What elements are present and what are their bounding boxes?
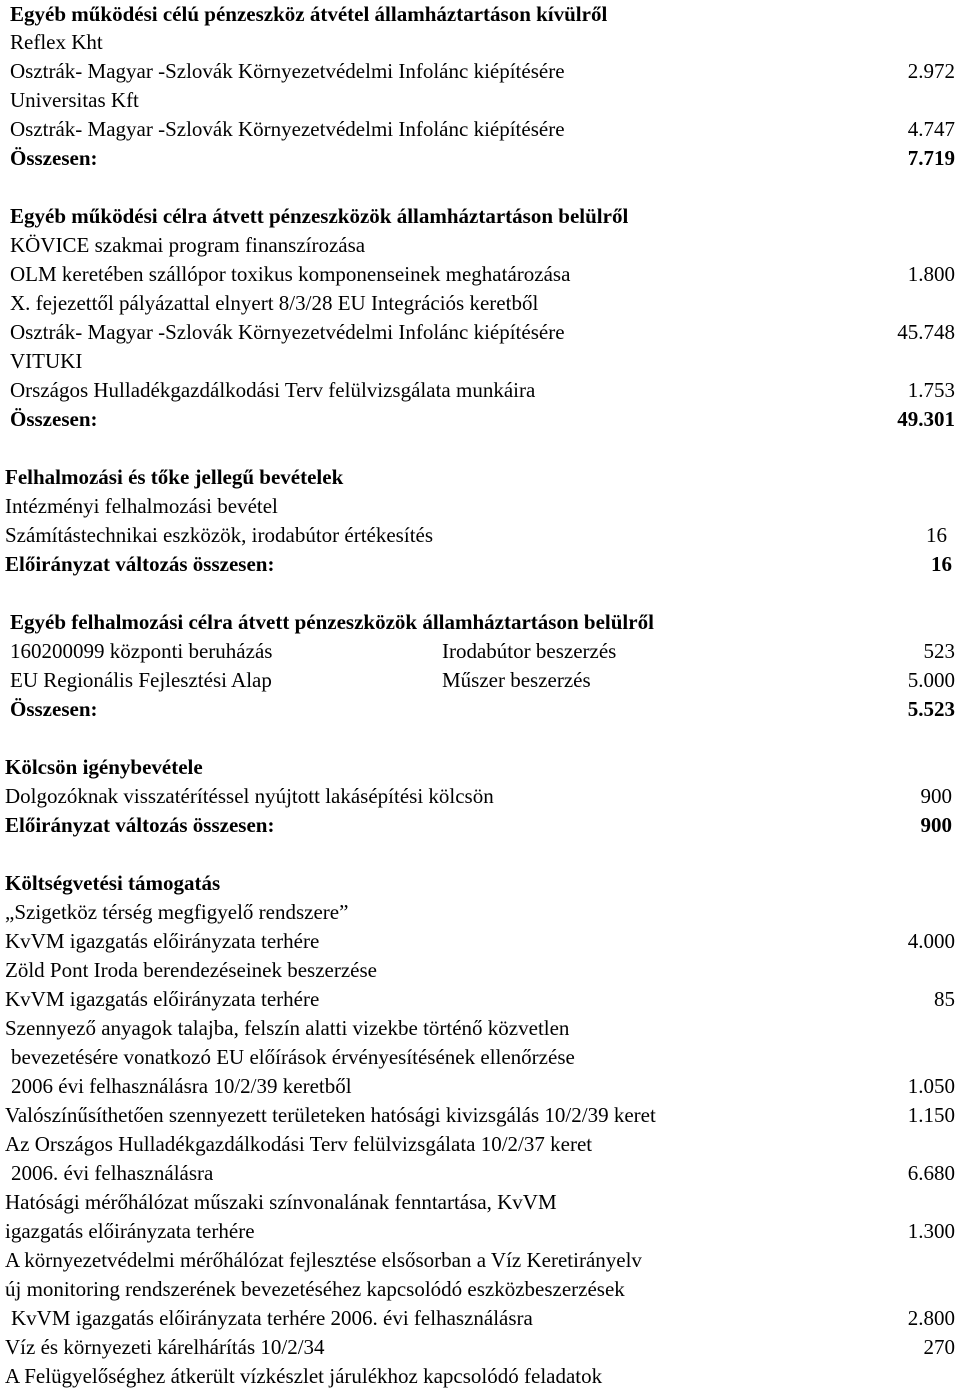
amount-value: 900 <box>920 784 952 808</box>
section-heading: Költségvetési támogatás <box>5 871 221 895</box>
amount-value: 45.748 <box>897 320 955 344</box>
amount-row: KvVM igazgatás előirányzata terhére 85 <box>0 985 960 1014</box>
text-line: VITUKI <box>10 349 83 373</box>
amount-row: Osztrák- Magyar -Szlovák Környezetvédelmi Infolánc kiépítésére 45.748 <box>0 318 960 347</box>
amount-row: Osztrák- Magyar -Szlovák Környezetvédelmi Infolánc kiépítésére 4.747 <box>0 115 960 144</box>
text-line: Hatósági mérőhálózat műszaki színvonalának fenntartása, KvVM <box>5 1190 557 1214</box>
total-row: Összesen: 49.301 <box>0 405 960 434</box>
amount-value: 1.753 <box>907 378 955 402</box>
item-purpose: Műszer beszerzés <box>442 668 591 692</box>
amount-row: igazgatás előirányzata terhére 1.300 <box>0 1217 960 1246</box>
total-value: 5.523 <box>907 697 955 721</box>
text-line: Universitas Kft <box>10 88 139 112</box>
text-line: KÖVICE szakmai program finanszírozása <box>10 233 366 257</box>
amount-row: Valószínűsíthetően szennyezett területeken hatósági kivizsgálás 10/2/39 keret 1.150 <box>0 1101 960 1130</box>
total-row: Előirányzat változás összesen: 16 <box>0 550 960 579</box>
amount-value: 523 <box>923 639 955 663</box>
amount-value: 5.000 <box>907 668 955 692</box>
total-row: Összesen: 5.523 <box>0 695 960 724</box>
section-heading: Egyéb működési célra átvett pénzeszközök államháztartáson belülről <box>10 204 629 228</box>
text-line: A környezetvédelmi mérőhálózat fejlesztése elsősorban a Víz Keretirányelv <box>5 1248 642 1272</box>
amount-row: KvVM igazgatás előirányzata terhére 4.000 <box>0 927 960 956</box>
section-heading: Felhalmozási és tőke jellegű bevételek <box>5 465 344 489</box>
item-purpose: Irodabútor beszerzés <box>442 639 617 663</box>
amount-row: Országos Hulladékgazdálkodási Terv felülvizsgálata munkáira 1.753 <box>0 376 960 405</box>
section-heading: Egyéb felhalmozási célra átvett pénzeszközök államháztartáson belülről <box>10 610 654 634</box>
amount-value: 85 <box>934 987 955 1011</box>
amount-value: 270 <box>923 1335 955 1359</box>
amount-row: Osztrák- Magyar -Szlovák Környezetvédelmi Infolánc kiépítésére 2.972 <box>0 57 960 86</box>
section-heading: Egyéb működési célú pénzeszköz átvétel államháztartáson kívülről <box>10 2 608 26</box>
amount-value: 4.747 <box>907 117 955 141</box>
total-row: Előirányzat változás összesen: 900 <box>0 811 960 840</box>
amount-row: Víz és környezeti kárelhárítás 10/2/34 270 <box>0 1333 960 1362</box>
amount-row: EU Regionális Fejlesztési Alap Műszer beszerzés 5.000 <box>0 666 960 695</box>
text-line: Reflex Kht <box>10 30 103 54</box>
text-line: Az Országos Hulladékgazdálkodási Terv felülvizsgálata 10/2/37 keret <box>5 1132 593 1156</box>
total-value: 49.301 <box>897 407 955 431</box>
amount-value: 1.800 <box>907 262 955 286</box>
amount-row: Dolgozóknak visszatérítéssel nyújtott lakásépítési kölcsön 900 <box>0 782 960 811</box>
amount-row: KvVM igazgatás előirányzata terhére 2006. évi felhasználásra 2.800 <box>0 1304 960 1333</box>
text-line: Intézményi felhalmozási bevétel <box>5 494 278 518</box>
text-line: A Felügyelőséghez átkerült vízkészlet járulékhoz kapcsolódó feladatok <box>5 1364 603 1388</box>
text-line: „Szigetköz térség megfigyelő rendszere” <box>5 900 349 924</box>
amount-value: 2.972 <box>907 59 955 83</box>
amount-value: 1.300 <box>907 1219 955 1243</box>
amount-row: OLM keretében szállópor toxikus komponenseinek meghatározása 1.800 <box>0 260 960 289</box>
amount-row: 160200099 központi beruházás Irodabútor beszerzés 523 <box>0 637 960 666</box>
total-value: 7.719 <box>907 146 955 170</box>
text-line: Zöld Pont Iroda berendezéseinek beszerzése <box>5 958 377 982</box>
total-row: Összesen: 7.719 <box>0 144 960 173</box>
amount-value: 2.800 <box>907 1306 955 1330</box>
amount-value: 1.050 <box>907 1074 955 1098</box>
text-line: X. fejezettől pályázattal elnyert 8/3/28 EU Integrációs keretből <box>10 291 539 315</box>
amount-row: 2006 évi felhasználásra 10/2/39 keretből 1.050 <box>0 1072 960 1101</box>
amount-value: 16 <box>926 523 947 547</box>
amount-value: 4.000 <box>907 929 955 953</box>
amount-value: 6.680 <box>907 1161 955 1185</box>
amount-value: 1.150 <box>907 1103 955 1127</box>
total-value: 16 <box>931 552 952 576</box>
text-line: új monitoring rendszerének bevezetéséhez kapcsolódó eszközbeszerzések <box>5 1277 625 1301</box>
section-heading: Kölcsön igénybevétele <box>5 755 203 779</box>
text-line: Szennyező anyagok talajba, felszín alatti vizekbe történő közvetlen <box>5 1016 570 1040</box>
amount-row: 2006. évi felhasználásra 6.680 <box>0 1159 960 1188</box>
total-value: 900 <box>920 813 952 837</box>
text-line: bevezetésére vonatkozó EU előírások érvényesítésének ellenőrzése <box>11 1045 575 1069</box>
amount-row: Számítástechnikai eszközök, irodabútor értékesítés 16 <box>0 521 960 550</box>
